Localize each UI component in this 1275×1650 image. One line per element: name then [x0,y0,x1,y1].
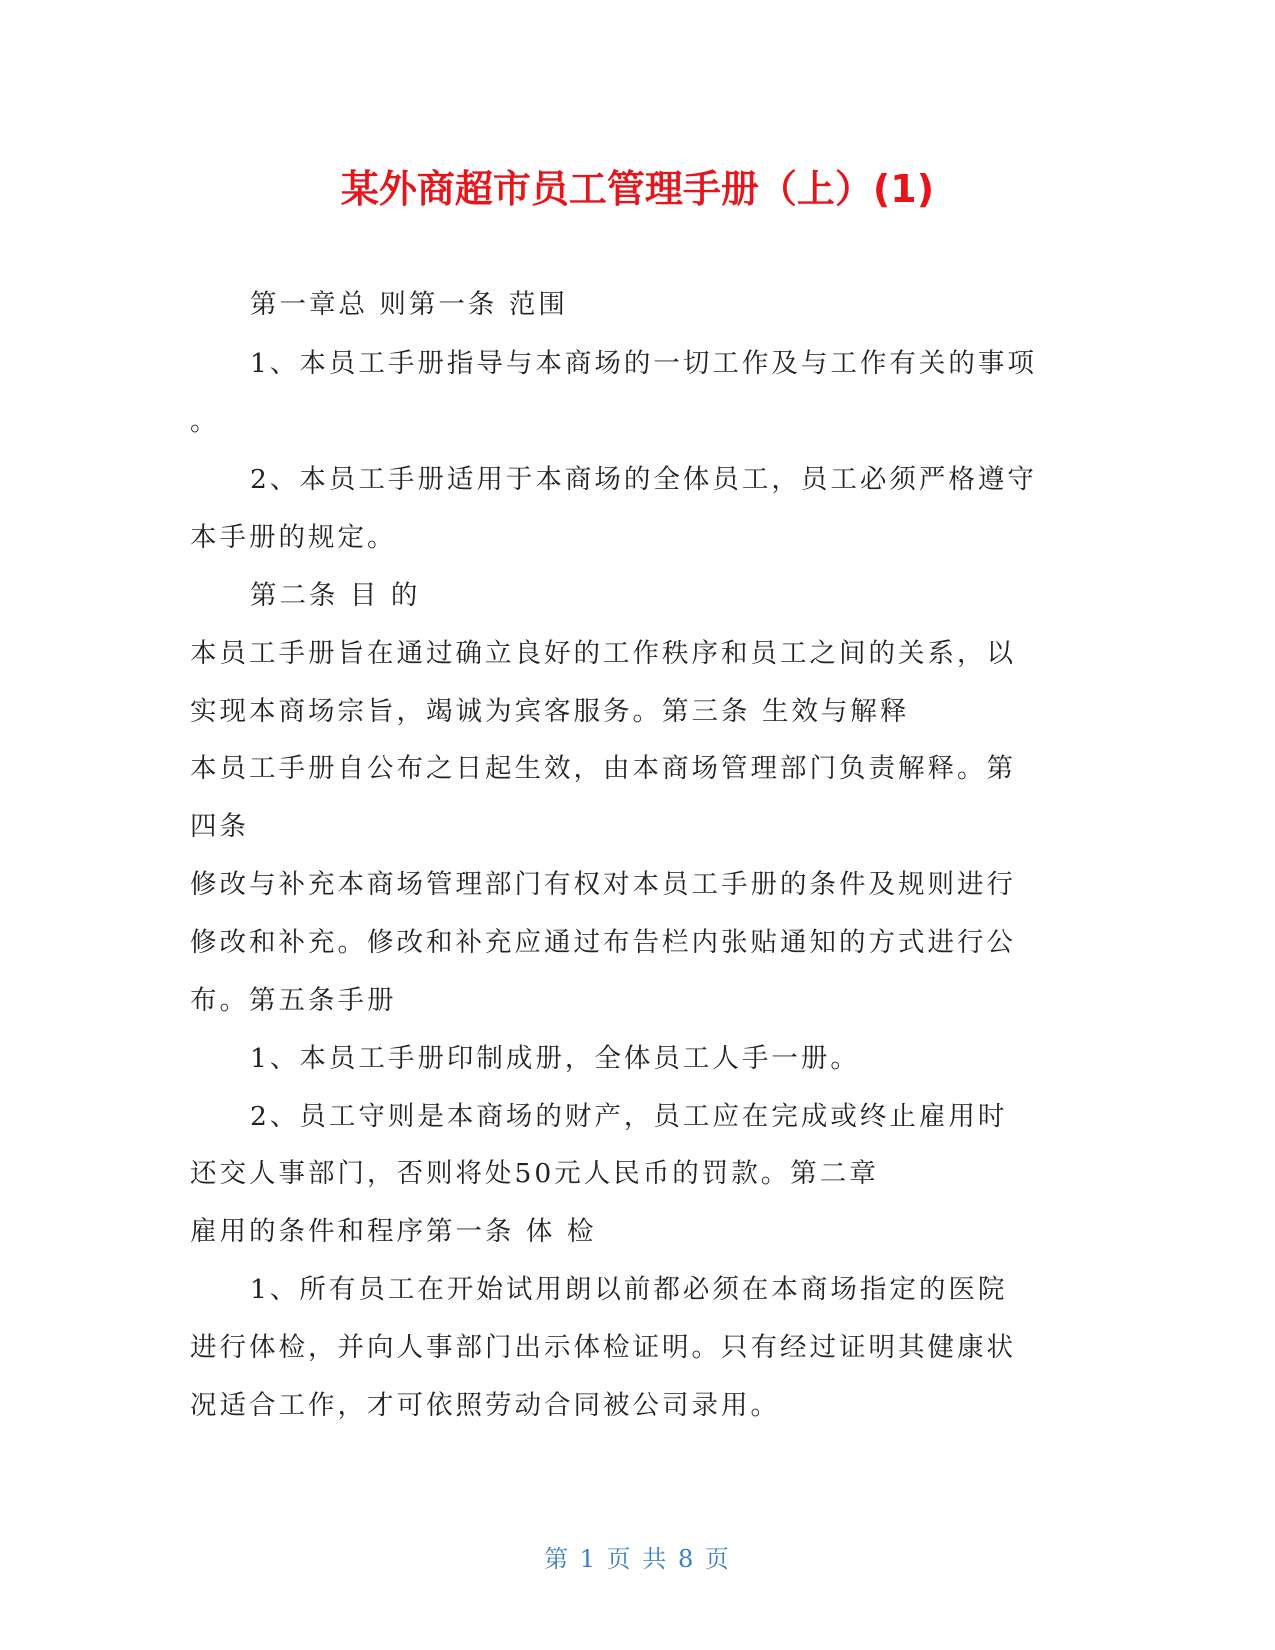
document-title: 某外商超市员工管理手册（上）(1) [340,167,935,211]
body-line: 1、本员工手册印制成册，全体员工人手一册。 [250,1043,860,1074]
body-line: 雇用的条件和程序第一条 体 检 [190,1216,597,1247]
body-line: 本员工手册自公布之日起生效，由本商场管理部门负责解释。第 [190,753,1016,784]
body-line: 2、本员工手册适用于本商场的全体员工，员工必须严格遵守 [250,464,1037,495]
body-line: 第一章总 则第一条 范围 [250,289,568,320]
body-line: 布。第五条手册 [190,985,397,1016]
body-line: 第二条 目 的 [250,580,421,611]
body-line: 本手册的规定。 [190,522,397,553]
body-line: 1、所有员工在开始试用朗以前都必须在本商场指定的医院 [250,1274,1008,1305]
body-line: 修改与补充本商场管理部门有权对本员工手册的条件及规则进行 [190,869,1016,900]
body-line: 本员工手册旨在通过确立良好的工作秩序和员工之间的关系，以 [190,638,1016,669]
body-line: 进行体检，并向人事部门出示体检证明。只有经过证明其健康状 [190,1332,1016,1363]
body-line: 修改和补充。修改和补充应通过布告栏内张贴通知的方式进行公 [190,927,1016,958]
body-line: 还交人事部门，否则将处50元人民币的罚款。第二章 [190,1158,879,1189]
body-line: 况适合工作，才可依照劳动合同被公司录用。 [190,1390,780,1421]
body-line: 实现本商场宗旨，竭诚为宾客服务。第三条 生效与解释 [190,696,910,727]
body-line: 2、员工守则是本商场的财产，员工应在完成或终止雇用时 [250,1101,1008,1132]
body-line: 。 [190,406,220,437]
body-line: 1、本员工手册指导与本商场的一切工作及与工作有关的事项 [250,348,1037,379]
page-number: 第 1 页 共 8 页 [544,1545,731,1573]
body-line: 四条 [190,811,249,842]
